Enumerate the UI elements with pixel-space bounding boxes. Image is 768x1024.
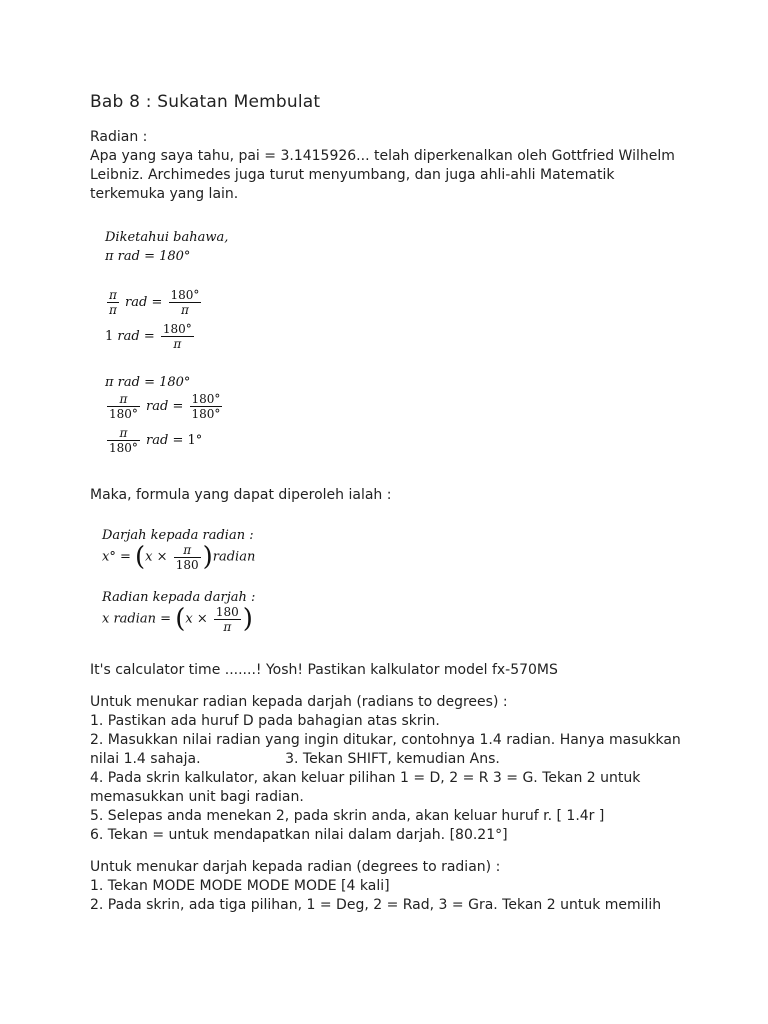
step-line: nilai 1.4 sahaja. 3. Tekan SHIFT, kemudian Ans. xyxy=(90,751,500,767)
step-line: 4. Pada skrin kalkulator, akan keluar pilihan 1 = D, 2 = R 3 = G. Tekan 2 untuk xyxy=(90,770,641,786)
equation-pi-rad-repeat: π rad = 180° xyxy=(105,375,191,390)
rad-to-deg-section xyxy=(90,693,690,845)
step-line: 1. Pastikan ada huruf D pada bahagian atas skrin. xyxy=(90,713,440,729)
intro-line: terkemuka yang lain. xyxy=(90,186,239,202)
equation-pi-over-180: $\frac{\pi}{180^\circ}$ rad = $\frac{180^\circ}{180^\circ}$ xyxy=(109,392,221,421)
formula-deg-to-rad: x° = (x × $\frac{\pi}{180}$ )radian xyxy=(102,542,256,572)
deg-to-rad-section xyxy=(90,858,690,915)
step-line: memasukkan unit bagi radian. xyxy=(90,789,304,805)
derivation-header: Diketahui bahawa, xyxy=(105,230,229,245)
step-line: 2. Masukkan nilai radian yang ingin ditukar, contohnya 1.4 radian. Hanya masukkan xyxy=(90,732,681,748)
equation-pi-rad: π rad = 180° xyxy=(105,249,191,264)
intro-paragraph xyxy=(90,128,690,204)
step-line: 6. Tekan = untuk mendapatkan nilai dalam darjah. [80.21°] xyxy=(90,827,508,843)
formula-math xyxy=(102,528,302,643)
intro-line: Leibniz. Archimedes juga turut menyumbang, dan juga ahli-ahli Matematik xyxy=(90,167,615,183)
derivation-math xyxy=(105,230,305,465)
intro-line: Apa yang saya tahu, pai = 3.1415926... telah diperkenalkan oleh Gottfried Wilhelm xyxy=(90,148,675,164)
step-line: 5. Selepas anda menekan 2, pada skrin anda, akan keluar huruf r. [ 1.4r ] xyxy=(90,808,605,824)
equation-one-rad: 1 rad = $\frac{180^\circ}{\pi}$ xyxy=(105,322,192,351)
formula-rad-to-deg: x radian = (x × $\frac{180}{\pi}$ ) xyxy=(102,604,253,634)
formula-header-rad-to-deg: Radian kepada darjah : xyxy=(102,590,256,605)
page-title: Bab 8 : Sukatan Membulat xyxy=(90,92,321,112)
equation-pi-over-pi: $\frac{\pi}{\pi}$ rad = $\frac{180^\circ}{\pi}$ xyxy=(109,288,200,317)
calculator-paragraph: It's calculator time .......! Yosh! Pastikan kalkulator model fx-570MS xyxy=(90,662,558,678)
step-line: 1. Tekan MODE MODE MODE MODE [4 kali] xyxy=(90,878,390,894)
section-heading: Untuk menukar darjah kepada radian (degrees to radian) : xyxy=(90,859,501,875)
section-heading: Untuk menukar radian kepada darjah (radians to degrees) : xyxy=(90,694,508,710)
equation-result: $\frac{\pi}{180^\circ}$ rad = 1° xyxy=(109,426,203,455)
step-line: 2. Pada skrin, ada tiga pilihan, 1 = Deg, 2 = Rad, 3 = Gra. Tekan 2 untuk memilih xyxy=(90,897,662,913)
maka-paragraph: Maka, formula yang dapat diperoleh ialah : xyxy=(90,487,392,503)
intro-heading: Radian : xyxy=(90,129,148,145)
formula-header-deg-to-rad: Darjah kepada radian : xyxy=(102,528,254,543)
